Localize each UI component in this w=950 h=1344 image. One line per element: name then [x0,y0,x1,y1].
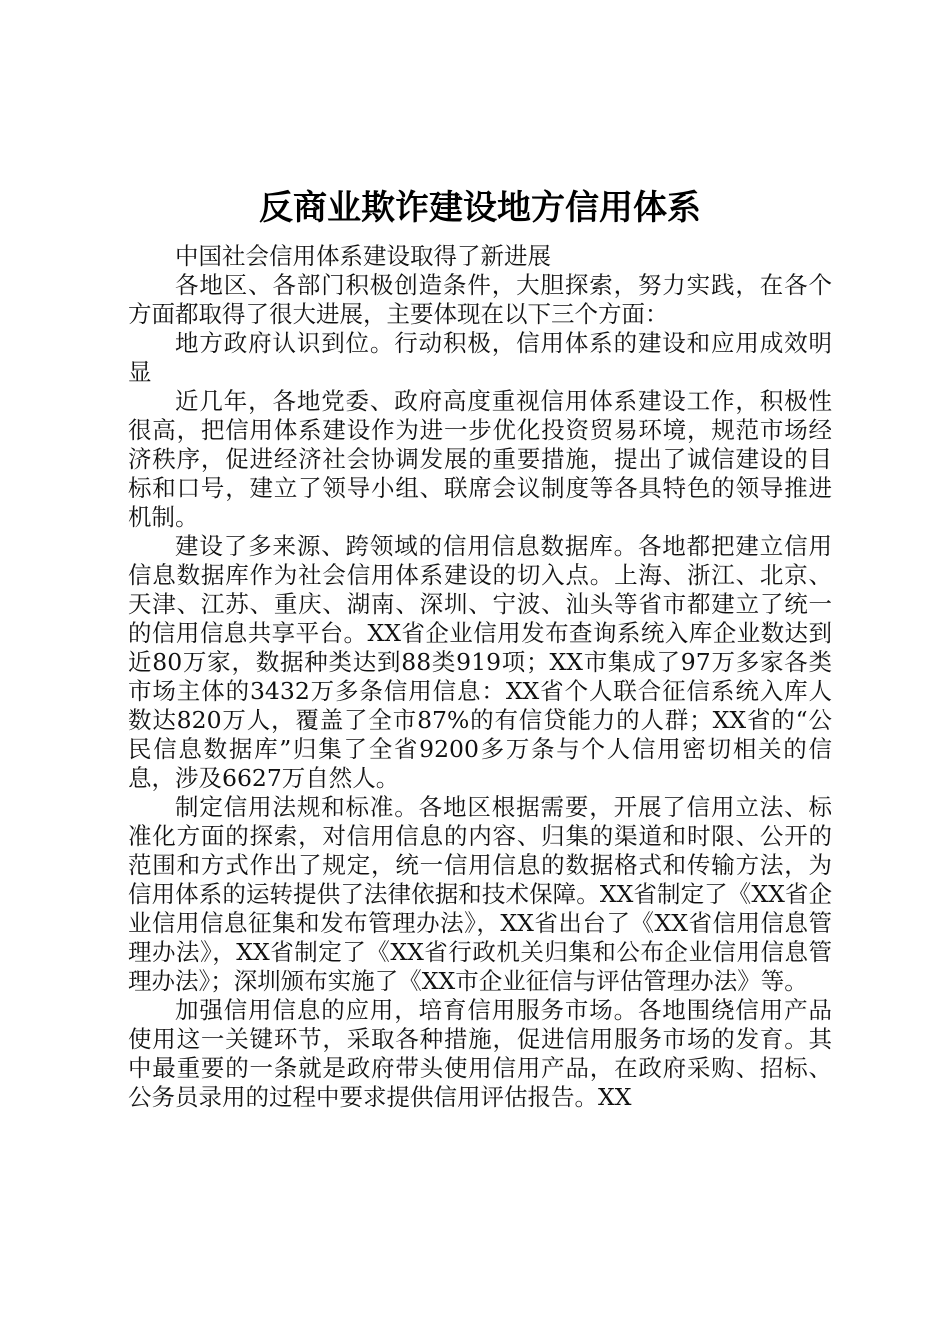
paragraph-database: 建设了多来源、跨领域的信用信息数据库。各地都把建立信用信息数据库作为社会信用体系建设的切入点。上海、浙江、北京、天津、江苏、重庆、湖南、深圳、宁波、汕头等省市都建立了统一的信用信息共享平台。XX省企业信用发布查询系统入库企业数达到近80万家，数据种类达到88类919项；XX市集成了97万多家各类市场主体的3432万多条信用信息：XX省个人联合征信系统入库人数达820万人，覆盖了全市87%的有信贷能力的人群；XX省的“公民信息数据库”归集了全省9200多万条与个人信用密切相关的信息，涉及6627万自然人。 [128,532,832,792]
paragraph-local-government: 地方政府认识到位。行动积极，信用体系的建设和应用成效明显 [128,329,832,386]
paragraph-progress: 中国社会信用体系建设取得了新进展 [175,242,551,270]
paragraph-regulations: 制定信用法规和标准。各地区根据需要，开展了信用立法、标准化方面的探索，对信用信息的内容、归集的渠道和时限、公开的范围和方式作出了规定，统一信用信息的数据格式和传输方法，为信用体系的运转提供了法律依据和技术保障。XX省制定了《XX省企业信用信息征集和发布管理办法》，XX省出台了《XX省信用信息管理办法》，XX省制定了《XX省行政机关归集和公布企业信用信息管理办法》；深圳颁布实施了《XX市企业征信与评估管理办法》等。 [128,793,832,995]
document-title: 反商业欺诈建设地方信用体系 [259,188,701,228]
paragraph-application: 加强信用信息的应用，培育信用服务市场。各地围绕信用产品使用这一关键环节，采取各种措施，促进信用服务市场的发育。其中最重要的一条就是政府带头使用信用产品，在政府采购、招标、公务员录用的过程中要求提供信用评估报告。XX [128,996,832,1111]
paragraph-overview: 各地区、各部门积极创造条件，大胆探索，努力实践，在各个方面都取得了很大进展，主要体现在以下三个方面： [128,271,832,328]
document-page [128,182,832,1112]
paragraph-recent-years: 近几年，各地党委、政府高度重视信用体系建设工作，积极性很高，把信用体系建设作为进一步优化投资贸易环境，规范市场经济秩序，促进经济社会协调发展的重要措施，提出了诚信建设的目标和口号，建立了领导小组、联席会议制度等各具特色的领导推进机制。 [128,387,832,531]
